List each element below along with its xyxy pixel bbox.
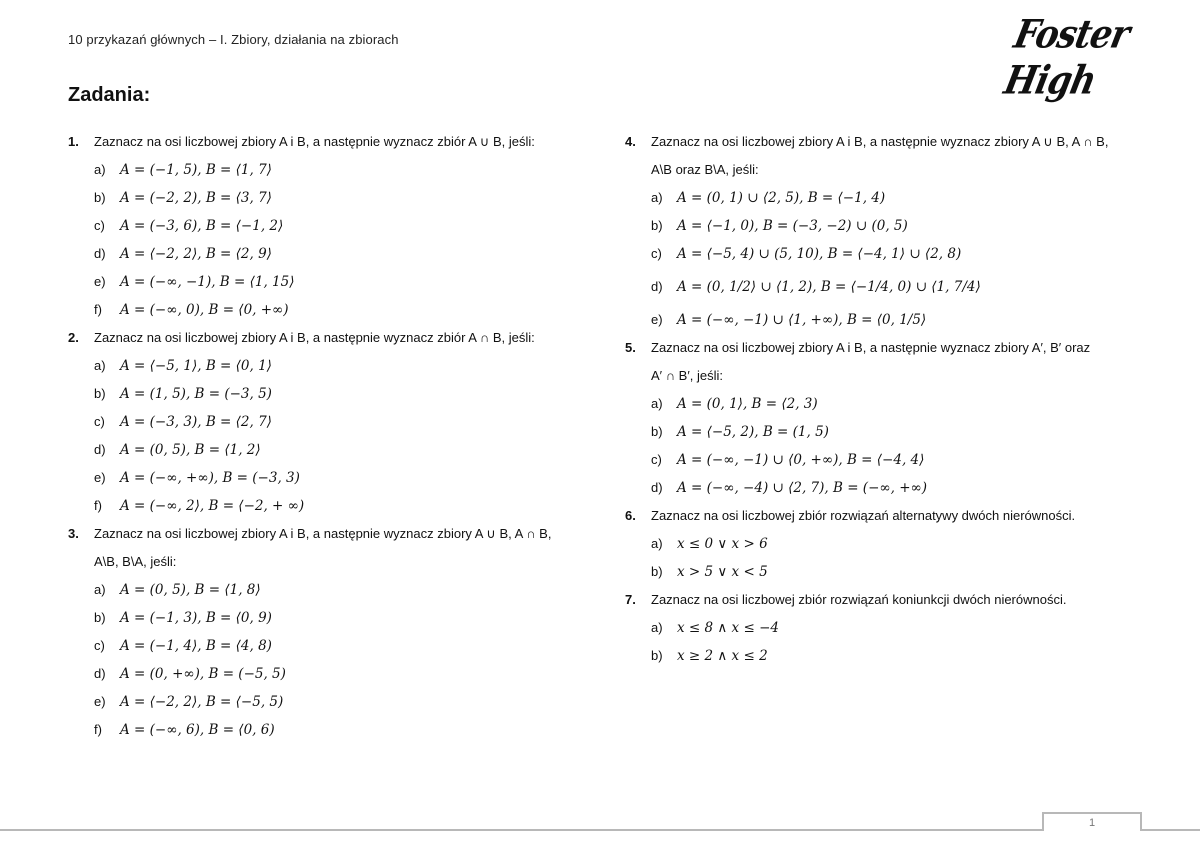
item-label: e) xyxy=(94,694,106,709)
item-expression: A = (−1, 3), B = ⟨0, 9) xyxy=(120,610,272,626)
item-label: a) xyxy=(651,536,663,551)
item-expression: A = (0, +∞), B = (−5, 5) xyxy=(120,666,286,682)
task-instruction-line-1: Zaznacz na osi liczbowej zbiory A i B, a następnie wyznacz zbiory A ∪ B, A ∩ B, xyxy=(651,134,1109,149)
left-column xyxy=(68,128,598,744)
item-expression: A = (−2, 2), B = ⟨3, 7⟩ xyxy=(120,190,272,206)
item-expression: A = (−∞, +∞), B = (−3, 3) xyxy=(120,470,300,486)
task-item xyxy=(68,240,598,268)
item-expression: A = (0, 5), B = ⟨1, 8⟩ xyxy=(120,582,261,598)
task-item xyxy=(68,464,598,492)
item-label: f) xyxy=(94,498,102,513)
item-expression: A = ⟨−2, 2⟩, B = ⟨2, 9⟩ xyxy=(120,246,272,262)
task-item xyxy=(625,268,1160,306)
task-number: 1. xyxy=(68,134,79,149)
right-column xyxy=(625,128,1160,670)
item-label: b) xyxy=(651,648,663,663)
task-item xyxy=(625,530,1160,558)
item-label: c) xyxy=(651,246,662,261)
item-expression: A = (−1, 5), B = ⟨1, 7⟩ xyxy=(120,162,272,178)
item-label: b) xyxy=(94,610,106,625)
item-label: d) xyxy=(651,480,663,495)
item-label: a) xyxy=(651,620,663,635)
item-expression: A = (1, 5), B = (−3, 5) xyxy=(120,386,272,402)
item-expression: x ≤ 0 ∨ x > 6 xyxy=(677,536,768,552)
task-item xyxy=(68,352,598,380)
item-label: a) xyxy=(651,396,663,411)
task-5 xyxy=(625,334,1160,502)
document-header-title: 10 przykazań głównych – I. Zbiory, działania na zbiorach xyxy=(68,32,399,47)
task-7 xyxy=(625,586,1160,670)
item-label: f) xyxy=(94,722,102,737)
task-6 xyxy=(625,502,1160,586)
item-expression: A = (−∞, −4) ∪ ⟨2, 7), B = (−∞, +∞) xyxy=(677,480,928,496)
item-expression: x > 5 ∨ x < 5 xyxy=(677,564,768,580)
task-item xyxy=(625,390,1160,418)
task-item xyxy=(625,212,1160,240)
task-item xyxy=(625,446,1160,474)
task-item xyxy=(68,492,598,520)
item-expression: x ≤ 8 ∧ x ≤ −4 xyxy=(677,620,779,636)
item-label: d) xyxy=(94,442,106,457)
item-expression: A = (0, 1/2⟩ ∪ ⟨1, 2), B = ⟨−1/4, 0) ∪ ⟨1, 7/4⟩ xyxy=(677,279,981,295)
item-expression: A = (−∞, −1) ∪ ⟨1, +∞), B = ⟨0, 1/5⟩ xyxy=(677,312,927,328)
task-item xyxy=(625,306,1160,334)
task-instruction xyxy=(94,520,598,576)
item-expression: A = (0, 5), B = ⟨1, 2⟩ xyxy=(120,442,261,458)
task-item xyxy=(68,688,598,716)
task-instruction-line-1: Zaznacz na osi liczbowej zbiory A i B, a następnie wyznacz zbiory A′, B′ oraz xyxy=(651,340,1091,355)
task-item xyxy=(68,184,598,212)
item-label: c) xyxy=(651,452,662,467)
task-2 xyxy=(68,324,598,520)
item-label: a) xyxy=(94,162,106,177)
item-expression: x ≥ 2 ∧ x ≤ 2 xyxy=(677,648,768,664)
item-label: b) xyxy=(651,564,663,579)
task-item xyxy=(625,474,1160,502)
task-item xyxy=(625,642,1160,670)
task-item xyxy=(68,716,598,744)
task-item xyxy=(68,268,598,296)
item-label: f) xyxy=(94,302,102,317)
task-instruction: Zaznacz na osi liczbowej zbiory A i B, a następnie wyznacz zbiór A ∪ B, jeśli: xyxy=(94,134,535,149)
item-label: a) xyxy=(651,190,663,205)
task-item xyxy=(68,632,598,660)
item-expression: A = (−∞, −1) ∪ ⟨0, +∞), B = ⟨−4, 4⟩ xyxy=(677,452,925,468)
item-expression: A = (−∞, 0), B = ⟨0, +∞) xyxy=(120,302,289,318)
item-expression: A = (0, 1) ∪ ⟨2, 5), B = ⟨−1, 4) xyxy=(677,190,886,206)
task-number: 4. xyxy=(625,134,636,149)
task-item xyxy=(68,296,598,324)
task-item xyxy=(68,576,598,604)
task-instruction: Zaznacz na osi liczbowej zbiory A i B, a następnie wyznacz zbiór A ∩ B, jeśli: xyxy=(94,330,535,345)
footer-divider-right xyxy=(1140,829,1200,831)
task-4 xyxy=(625,128,1160,334)
task-item xyxy=(68,380,598,408)
task-instruction-line-2: A\B oraz B\A, jeśli: xyxy=(651,162,759,177)
item-label: e) xyxy=(94,274,106,289)
item-expression: A = ⟨−5, 4) ∪ (5, 10), B = ⟨−4, 1⟩ ∪ ⟨2, 8) xyxy=(677,246,962,262)
item-expression: A = (0, 1⟩, B = ⟨2, 3) xyxy=(677,396,818,412)
item-label: c) xyxy=(94,218,105,233)
task-instruction xyxy=(651,334,1160,390)
task-item xyxy=(68,408,598,436)
item-label: c) xyxy=(94,414,105,429)
section-title: Zadania: xyxy=(68,84,151,106)
task-item xyxy=(68,436,598,464)
item-label: e) xyxy=(94,470,106,485)
task-item xyxy=(68,156,598,184)
item-label: b) xyxy=(651,218,663,233)
task-item xyxy=(68,604,598,632)
task-number: 6. xyxy=(625,508,636,523)
task-item xyxy=(625,418,1160,446)
item-label: b) xyxy=(94,190,106,205)
task-item xyxy=(68,660,598,688)
item-expression: A = (−∞, −1), B = ⟨1, 15⟩ xyxy=(120,274,295,290)
task-instruction-line-2: A\B, B\A, jeśli: xyxy=(94,554,177,569)
task-item xyxy=(68,212,598,240)
task-instruction-line-1: Zaznacz na osi liczbowej zbiory A i B, a następnie wyznacz zbiory A ∪ B, A ∩ B, xyxy=(94,526,552,541)
item-label: c) xyxy=(94,638,105,653)
item-expression: A = ⟨−2, 2⟩, B = ⟨−5, 5) xyxy=(120,694,284,710)
item-label: b) xyxy=(651,424,663,439)
page-number: 1 xyxy=(1042,812,1142,831)
item-label: a) xyxy=(94,582,106,597)
item-expression: A = ⟨−5, 2), B = (1, 5) xyxy=(677,424,829,440)
item-expression: A = ⟨−5, 1⟩, B = ⟨0, 1⟩ xyxy=(120,358,272,374)
item-label: d) xyxy=(651,279,663,294)
item-label: e) xyxy=(651,312,663,327)
task-instruction-line-2: A′ ∩ B′, jeśli: xyxy=(651,368,724,383)
task-number: 2. xyxy=(68,330,79,345)
task-instruction xyxy=(651,128,1160,184)
item-label: b) xyxy=(94,386,106,401)
task-instruction: Zaznacz na osi liczbowej zbiór rozwiązań alternatywy dwóch nierówności. xyxy=(651,508,1076,523)
brand-logo: Foster High xyxy=(1000,12,1134,104)
item-expression: A = (−3, 3), B = ⟨2, 7⟩ xyxy=(120,414,272,430)
task-3 xyxy=(68,520,598,744)
item-expression: A = (−∞, 6), B = ⟨0, 6) xyxy=(120,722,275,738)
footer-divider xyxy=(0,829,1042,831)
task-item xyxy=(625,558,1160,586)
item-expression: A = (−3, 6), B = ⟨−1, 2⟩ xyxy=(120,218,284,234)
task-item xyxy=(625,614,1160,642)
item-label: d) xyxy=(94,666,106,681)
task-number: 7. xyxy=(625,592,636,607)
task-item xyxy=(625,240,1160,268)
task-instruction: Zaznacz na osi liczbowej zbiór rozwiązań koniunkcji dwóch nierówności. xyxy=(651,592,1067,607)
task-number: 3. xyxy=(68,526,79,541)
item-expression: A = (−∞, 2⟩, B = ⟨−2, + ∞) xyxy=(120,498,305,514)
task-1 xyxy=(68,128,598,324)
item-expression: A = ⟨−1, 0), B = (−3, −2) ∪ (0, 5) xyxy=(677,218,908,234)
item-label: d) xyxy=(94,246,106,261)
item-expression: A = (−1, 4⟩, B = ⟨4, 8) xyxy=(120,638,272,654)
task-number: 5. xyxy=(625,340,636,355)
task-item xyxy=(625,184,1160,212)
item-label: a) xyxy=(94,358,106,373)
